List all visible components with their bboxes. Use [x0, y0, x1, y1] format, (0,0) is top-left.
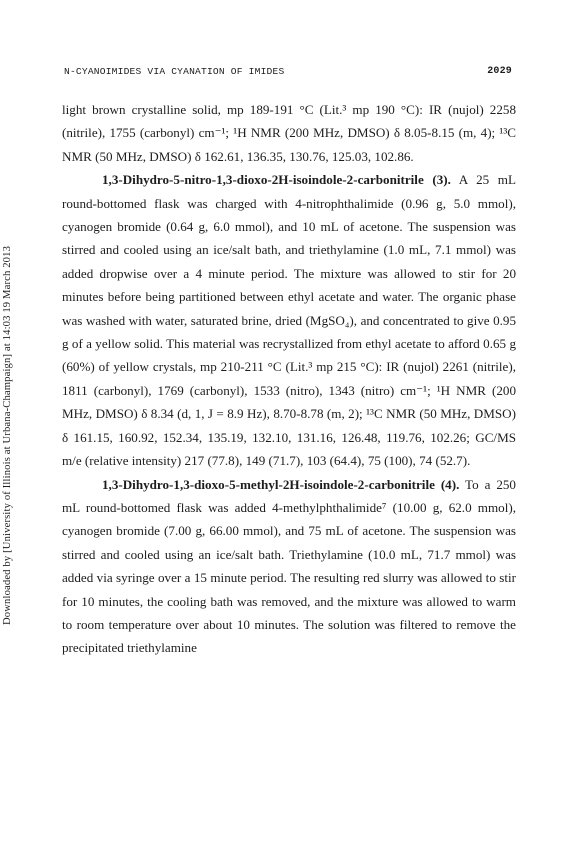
paragraph-continued — [62, 98, 516, 168]
running-title: N-CYANOIMIDES VIA CYANATION OF IMIDES — [64, 66, 285, 77]
download-watermark: Downloaded by [University of Illinois at Urbana-Champaign] at 14:03 19 March 2013 — [2, 245, 13, 625]
running-header — [64, 63, 512, 79]
page-number: 2029 — [487, 66, 512, 77]
paragraph-compound-3 — [62, 168, 516, 472]
compound-heading: 1,3-Dihydro-1,3-dioxo-5-methyl-2H-isoindole-2-carbonitrile (4). — [102, 476, 460, 492]
paragraph-text: A 25 mL round-bottomed flask was charged with 4-nitrophthalimide (0.96 g, 5.0 mmol), cyanogen bromide (0.64 g, 6.0 mmol), and 10 mL of acetone. The suspension was stirred and cooled using an ice/salt bath, and triethylamine (1.0 mL, 7.1 mmol) was added dropwise over a 4 minute period. The mixture was allowed to stir for 20 minutes before being partitioned between ethyl acetate and water. The organic phase was washed with water, saturated brine, dried (MgSO₄), and concentrated to give 0.95 g of a yellow solid. This material was recrystallized from ethyl acetate to afford 0.65 g (60%) of yellow crystals, mp 210-211 °C (Lit.³ mp 215 °C): IR (nujol) 2261 (nitrile), 1811 (carbonyl), 1769 (carbonyl), 1533 (nitro), 1343 (nitro) cm⁻¹; ¹H NMR (200 MHz, DMSO) δ 8.34 (d, 1, J = 8.9 Hz), 8.70-8.78 (m, 2); ¹³C NMR (50 MHz, DMSO) δ 161.15, 160.92, 152.34, 135.19, 132.10, 131.16, 126.48, 119.76, 102.26; GC/MS m/e (relative intensity) 217 (77.8), 149 (71.7), 103 (64.4), 75 (100), 74 (52.7). — [62, 172, 516, 469]
paragraph-compound-4 — [62, 473, 516, 660]
article-body — [62, 98, 516, 660]
paragraph-text: light brown crystalline solid, mp 189-191 °C (Lit.³ mp 190 °C): IR (nujol) 2258 (nitrile), 1755 (carbonyl) cm⁻¹; ¹H NMR (200 MHz, DMSO) δ 8.05-8.15 (m, 4); ¹³C NMR (50 MHz, DMSO) δ 162.61, 136.35, 130.76, 125.03, 102.86. — [62, 102, 516, 164]
paragraph-text: To a 250 mL round-bottomed flask was added 4-methylphthalimide⁷ (10.00 g, 62.0 mmol), cyanogen bromide (7.00 g, 66.00 mmol), and 75 mL of acetone. The suspension was stirred and cooled using an ice/salt bath. Triethylamine (10.0 mL, 71.7 mmol) was added via syringe over a 15 minute period. The resulting red slurry was allowed to stir for 10 minutes, the cooling bath was removed, and the mixture was allowed to warm to room temperature over about 10 minutes. The solution was filtered to remove the precipitated triethylamine — [62, 476, 516, 656]
compound-heading: 1,3-Dihydro-5-nitro-1,3-dioxo-2H-isoindole-2-carbonitrile (3). — [102, 172, 451, 188]
